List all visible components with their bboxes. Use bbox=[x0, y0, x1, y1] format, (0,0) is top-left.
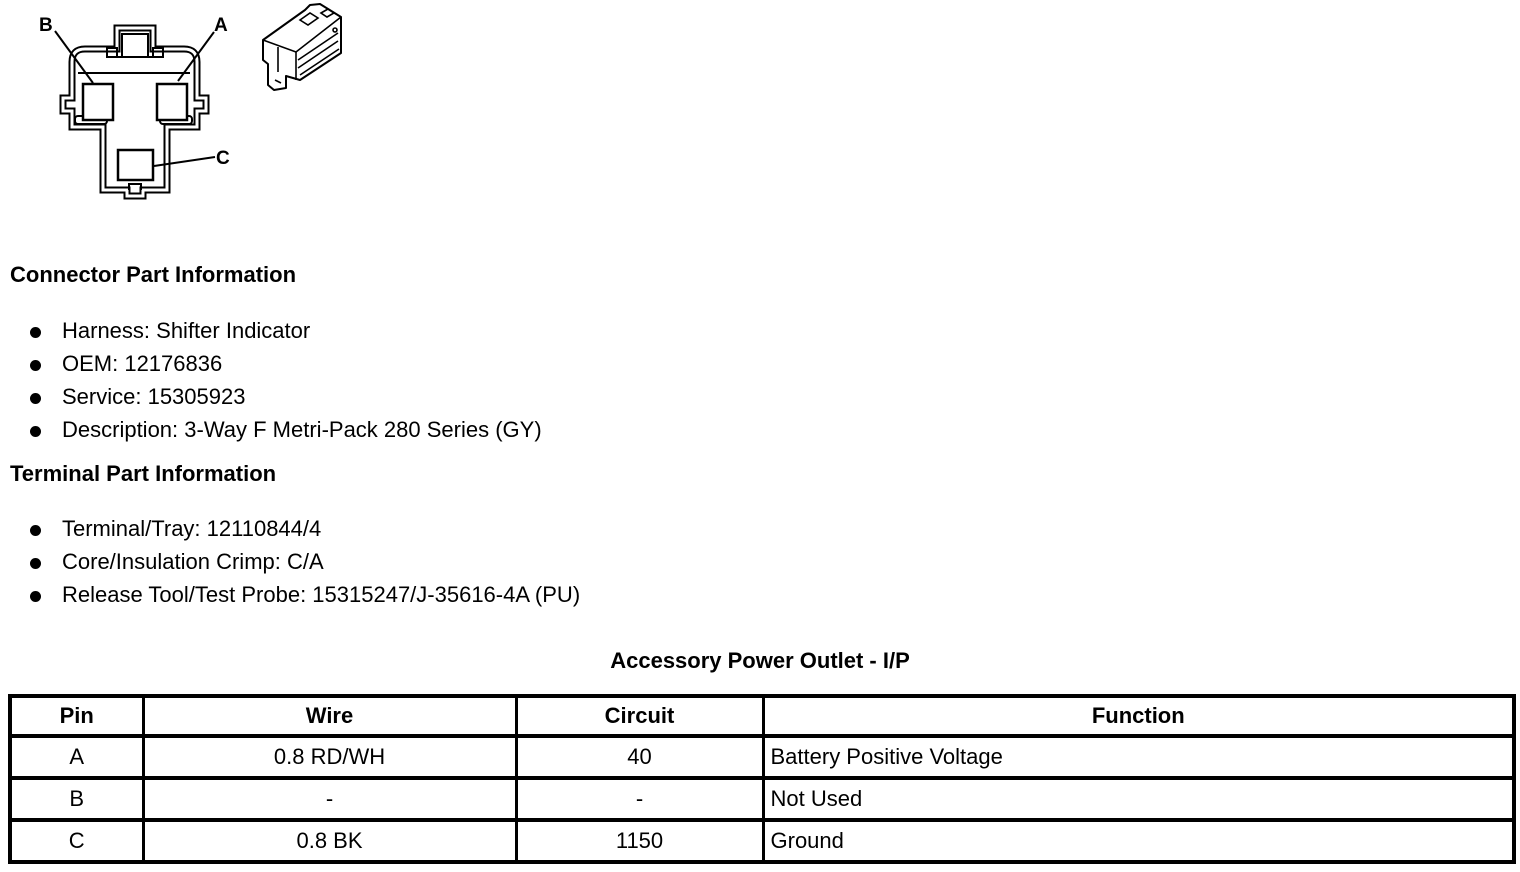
pinout-table-title: Accessory Power Outlet - I/P bbox=[610, 648, 910, 673]
list-item: Core/Insulation Crimp: C/A bbox=[30, 551, 580, 573]
list-item: Release Tool/Test Probe: 15315247/J-35616-4A (PU) bbox=[30, 584, 580, 606]
circuit-cell: 1150 bbox=[516, 820, 763, 862]
table-row bbox=[10, 820, 1514, 862]
list-item: Terminal/Tray: 12110844/4 bbox=[30, 518, 580, 540]
column-header-pin: Pin bbox=[10, 696, 143, 736]
pin-cell: A bbox=[10, 736, 143, 778]
cavity-c-square bbox=[118, 150, 153, 180]
cavity-label-b: B bbox=[39, 15, 53, 36]
list-item: OEM: 12176836 bbox=[30, 353, 542, 375]
cavity-label-a: A bbox=[214, 15, 228, 36]
column-header-wire: Wire bbox=[143, 696, 516, 736]
connector-part-info-heading: Connector Part Information bbox=[10, 262, 297, 287]
connector-isometric-view bbox=[248, 0, 348, 95]
pin-cell: B bbox=[10, 778, 143, 820]
column-header-circuit: Circuit bbox=[516, 696, 763, 736]
terminal-part-info-heading: Terminal Part Information bbox=[10, 461, 277, 486]
function-cell: Ground bbox=[763, 820, 1514, 862]
list-item: Service: 15305923 bbox=[30, 386, 542, 408]
table-header-row bbox=[10, 696, 1514, 736]
function-cell: Battery Positive Voltage bbox=[763, 736, 1514, 778]
table-row bbox=[10, 778, 1514, 820]
list-item: Description: 3-Way F Metri-Pack 280 Series (GY) bbox=[30, 419, 542, 441]
circuit-cell: - bbox=[516, 778, 763, 820]
connector-part-info-list bbox=[30, 320, 542, 452]
wire-cell: 0.8 BK bbox=[143, 820, 516, 862]
list-item: Harness: Shifter Indicator bbox=[30, 320, 542, 342]
pinout-table bbox=[8, 694, 1516, 864]
column-header-function: Function bbox=[763, 696, 1514, 736]
wire-cell: - bbox=[143, 778, 516, 820]
circuit-cell: 40 bbox=[516, 736, 763, 778]
pin-cell: C bbox=[10, 820, 143, 862]
connector-face-diagram bbox=[30, 0, 250, 210]
wire-cell: 0.8 RD/WH bbox=[143, 736, 516, 778]
cavity-a-square bbox=[157, 84, 187, 120]
cavity-b-square bbox=[83, 84, 113, 120]
function-cell: Not Used bbox=[763, 778, 1514, 820]
terminal-part-info-list bbox=[30, 518, 580, 617]
table-row bbox=[10, 736, 1514, 778]
cavity-label-c: C bbox=[216, 148, 230, 169]
